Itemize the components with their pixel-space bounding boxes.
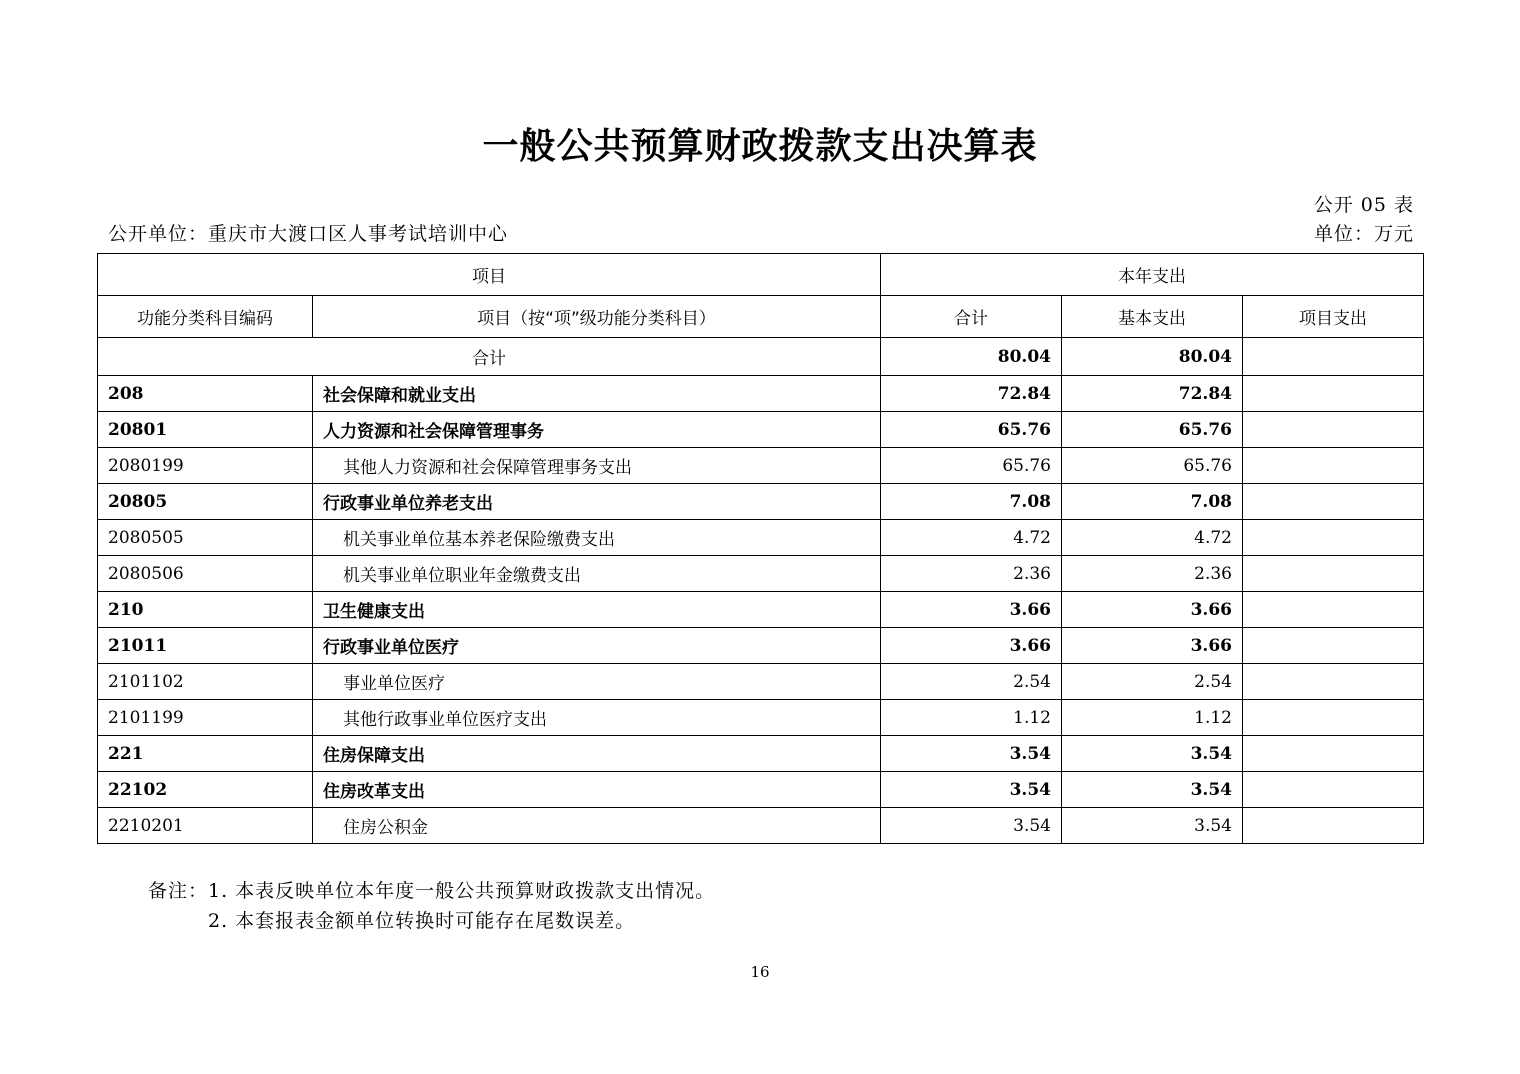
header-current-year: 本年支出 — [881, 254, 1424, 296]
row-basic: 1.12 — [1062, 700, 1243, 736]
row-code: 208 — [98, 376, 313, 412]
total-row — [98, 338, 1424, 376]
header-item: 项目 — [98, 254, 881, 296]
row-basic: 3.66 — [1062, 592, 1243, 628]
row-basic: 2.54 — [1062, 664, 1243, 700]
row-project — [1243, 412, 1424, 448]
row-code: 2080505 — [98, 520, 313, 556]
row-project — [1243, 736, 1424, 772]
row-basic: 65.76 — [1062, 412, 1243, 448]
row-total: 72.84 — [881, 376, 1062, 412]
row-project — [1243, 808, 1424, 844]
table-row — [98, 484, 1424, 520]
expenditure-table — [97, 253, 1424, 844]
row-project — [1243, 628, 1424, 664]
row-code: 2101199 — [98, 700, 313, 736]
row-project — [1243, 520, 1424, 556]
row-project — [1243, 448, 1424, 484]
row-code: 221 — [98, 736, 313, 772]
table-row — [98, 556, 1424, 592]
row-project — [1243, 664, 1424, 700]
table-row — [98, 448, 1424, 484]
row-code: 20805 — [98, 484, 313, 520]
header-item-detail: 项目（按“项”级功能分类科目） — [313, 296, 881, 338]
header-row-1 — [98, 254, 1424, 296]
row-name: 行政事业单位医疗 — [313, 628, 881, 664]
total-amount: 80.04 — [881, 338, 1062, 376]
row-project — [1243, 772, 1424, 808]
row-name: 社会保障和就业支出 — [313, 376, 881, 412]
row-basic: 3.54 — [1062, 736, 1243, 772]
row-name: 住房公积金 — [313, 808, 881, 844]
row-basic: 3.54 — [1062, 808, 1243, 844]
row-code: 2210201 — [98, 808, 313, 844]
row-name: 其他行政事业单位医疗支出 — [313, 700, 881, 736]
table-row — [98, 412, 1424, 448]
header-total: 合计 — [881, 296, 1062, 338]
row-total: 1.12 — [881, 700, 1062, 736]
page-title: 一般公共预算财政拨款支出决算表 — [482, 126, 1038, 167]
table-row — [98, 736, 1424, 772]
row-total: 3.54 — [881, 772, 1062, 808]
table-row — [98, 700, 1424, 736]
notes — [148, 876, 715, 936]
note-1: 备注：1. 本表反映单位本年度一般公共预算财政拨款支出情况。 — [148, 880, 716, 902]
row-project — [1243, 556, 1424, 592]
table-row — [98, 592, 1424, 628]
row-name: 其他人力资源和社会保障管理事务支出 — [313, 448, 881, 484]
row-basic: 3.66 — [1062, 628, 1243, 664]
row-name: 住房改革支出 — [313, 772, 881, 808]
row-code: 2101102 — [98, 664, 313, 700]
row-name: 行政事业单位养老支出 — [313, 484, 881, 520]
row-total: 4.72 — [881, 520, 1062, 556]
row-total: 65.76 — [881, 412, 1062, 448]
row-code: 20801 — [98, 412, 313, 448]
row-name: 住房保障支出 — [313, 736, 881, 772]
row-code: 2080199 — [98, 448, 313, 484]
row-name: 机关事业单位基本养老保险缴费支出 — [313, 520, 881, 556]
table-row — [98, 376, 1424, 412]
header-basic: 基本支出 — [1062, 296, 1243, 338]
row-code: 210 — [98, 592, 313, 628]
total-label: 合计 — [98, 338, 881, 376]
header-row-2 — [98, 296, 1424, 338]
row-code: 22102 — [98, 772, 313, 808]
row-project — [1243, 700, 1424, 736]
reporting-unit: 公开单位：重庆市大渡口区人事考试培训中心 — [108, 223, 509, 245]
form-number: 公开 05 表 — [1313, 194, 1414, 216]
table-row — [98, 628, 1424, 664]
row-total: 7.08 — [881, 484, 1062, 520]
row-basic: 2.36 — [1062, 556, 1243, 592]
table-row — [98, 664, 1424, 700]
page-number: 16 — [750, 963, 770, 981]
row-basic: 7.08 — [1062, 484, 1243, 520]
row-code: 2080506 — [98, 556, 313, 592]
row-basic: 72.84 — [1062, 376, 1243, 412]
row-total: 2.54 — [881, 664, 1062, 700]
header-project: 项目支出 — [1243, 296, 1424, 338]
total-basic: 80.04 — [1062, 338, 1243, 376]
row-name: 事业单位医疗 — [313, 664, 881, 700]
row-name: 卫生健康支出 — [313, 592, 881, 628]
row-name: 人力资源和社会保障管理事务 — [313, 412, 881, 448]
total-project — [1243, 338, 1424, 376]
row-total: 3.66 — [881, 592, 1062, 628]
header-code: 功能分类科目编码 — [98, 296, 313, 338]
row-name: 机关事业单位职业年金缴费支出 — [313, 556, 881, 592]
row-project — [1243, 376, 1424, 412]
row-project — [1243, 484, 1424, 520]
table-row — [98, 520, 1424, 556]
row-total: 3.54 — [881, 808, 1062, 844]
row-basic: 4.72 — [1062, 520, 1243, 556]
row-total: 65.76 — [881, 448, 1062, 484]
currency-unit: 单位：万元 — [1313, 223, 1414, 245]
table-row — [98, 808, 1424, 844]
row-project — [1243, 592, 1424, 628]
table-row — [98, 772, 1424, 808]
row-total: 3.66 — [881, 628, 1062, 664]
row-code: 21011 — [98, 628, 313, 664]
note-2: 2. 本套报表金额单位转换时可能存在尾数误差。 — [208, 910, 636, 932]
row-basic: 3.54 — [1062, 772, 1243, 808]
row-basic: 65.76 — [1062, 448, 1243, 484]
row-total: 3.54 — [881, 736, 1062, 772]
row-total: 2.36 — [881, 556, 1062, 592]
